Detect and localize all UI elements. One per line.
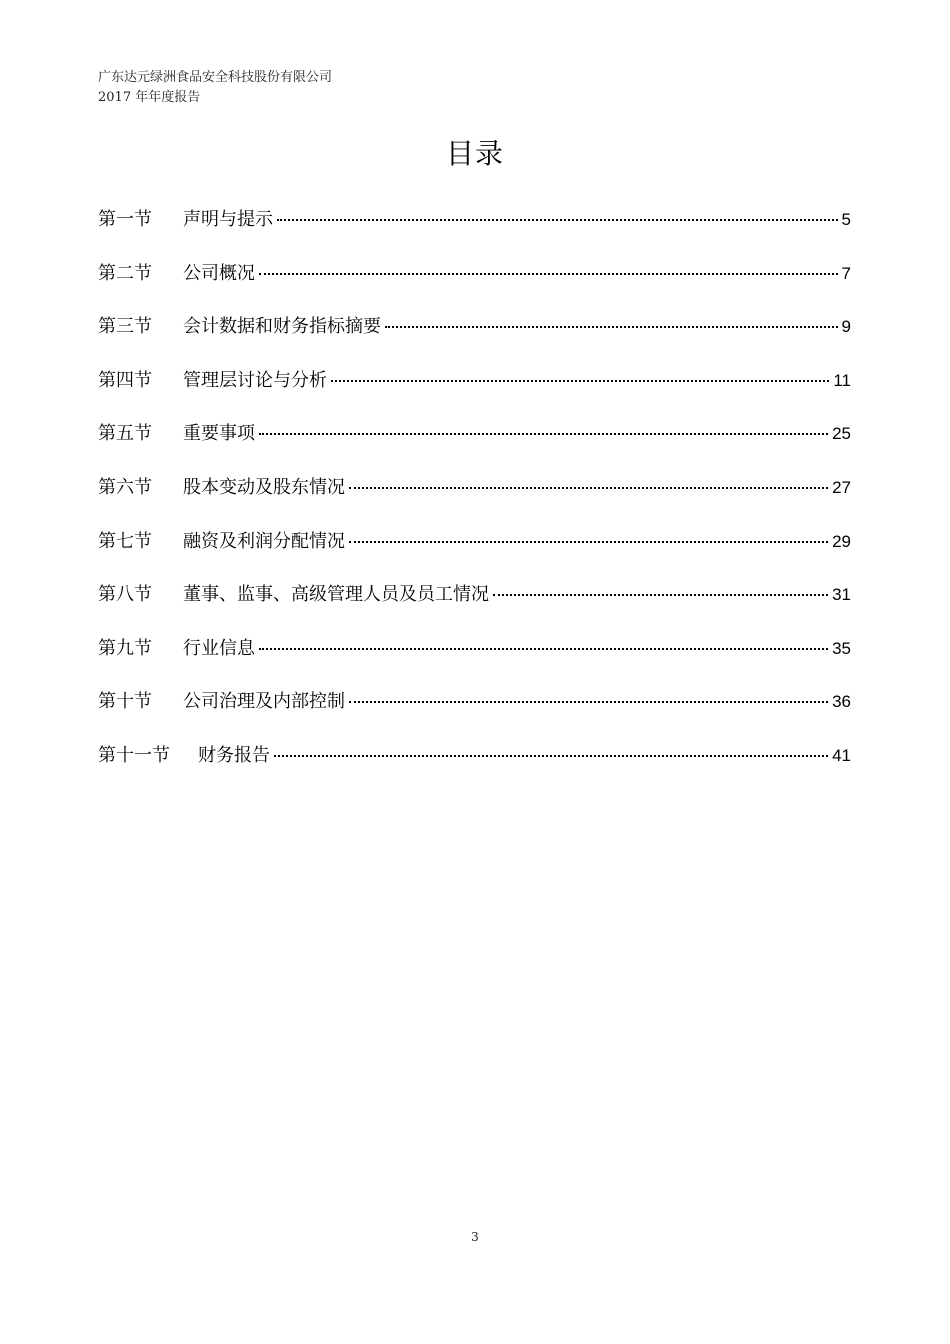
toc-section-number: 第一节: [98, 209, 152, 230]
toc-section-number: 第十节: [98, 691, 152, 713]
toc-page-number: 31: [832, 585, 851, 605]
toc-leader-dots: [331, 380, 829, 382]
toc-page-number: 35: [832, 638, 851, 658]
toc-section-title: 行业信息: [183, 637, 255, 659]
toc-section-title: 财务报告: [198, 744, 270, 766]
toc-leader-dots: [259, 273, 838, 275]
toc-leader-dots: [274, 755, 828, 757]
toc-page-number: 41: [832, 745, 851, 765]
toc-entry-5[interactable]: [98, 416, 851, 470]
toc-entry-10[interactable]: [98, 684, 851, 738]
company-name: 广东达元绿洲食品安全科技股份有限公司: [98, 70, 333, 85]
toc-page-number: 36: [832, 692, 851, 712]
toc-section-number: 第六节: [98, 476, 152, 498]
table-of-contents: [98, 202, 851, 792]
toc-section-title: 融资及利润分配情况: [183, 530, 345, 552]
toc-leader-dots: [259, 433, 828, 435]
toc-section-title: 管理层讨论与分析: [183, 369, 327, 391]
toc-page-number: 27: [832, 477, 851, 497]
toc-leader-dots: [277, 219, 838, 221]
toc-section-title: 会计数据和财务指标摘要: [183, 316, 381, 338]
toc-entry-11[interactable]: [98, 738, 851, 792]
toc-section-title: 公司概况: [183, 262, 255, 284]
toc-entry-8[interactable]: [98, 577, 851, 631]
toc-section-title: 重要事项: [183, 423, 255, 445]
toc-page-number: 9: [841, 317, 851, 337]
toc-page-number: 29: [832, 531, 851, 551]
toc-section-title: 公司治理及内部控制: [183, 691, 345, 713]
toc-page-number: 25: [832, 424, 851, 444]
toc-leader-dots: [385, 326, 838, 328]
toc-entry-1[interactable]: [98, 202, 851, 256]
toc-entry-7[interactable]: [98, 524, 851, 578]
report-name: 2017 年年度报告: [98, 90, 201, 105]
toc-leader-dots: [259, 648, 828, 650]
toc-section-title: 董事、监事、高级管理人员及员工情况: [183, 584, 489, 606]
toc-section-number: 第三节: [98, 316, 152, 338]
toc-section-number: 第九节: [98, 637, 152, 659]
toc-page-number: 11: [833, 370, 851, 390]
toc-entry-6[interactable]: [98, 470, 851, 524]
toc-section-number: 第十一节: [98, 744, 170, 766]
toc-section-title: 股本变动及股东情况: [183, 476, 345, 498]
toc-section-number: 第四节: [98, 369, 152, 391]
toc-entry-9[interactable]: [98, 631, 851, 685]
toc-entry-4[interactable]: [98, 363, 851, 417]
page-header: [98, 68, 332, 108]
toc-section-title: 声明与提示: [183, 209, 273, 230]
toc-entry-3[interactable]: [98, 309, 851, 363]
toc-page-number: 7: [841, 263, 851, 283]
page-number-footer: 3: [471, 1230, 479, 1244]
toc-leader-dots: [349, 701, 828, 703]
toc-section-number: 第二节: [98, 262, 152, 284]
toc-section-number: 第七节: [98, 530, 152, 552]
toc-leader-dots: [349, 541, 828, 543]
toc-entry-2[interactable]: [98, 256, 851, 310]
toc-section-number: 第八节: [98, 584, 152, 606]
toc-page-number: 5: [841, 210, 851, 229]
toc-leader-dots: [349, 487, 828, 489]
toc-title: 目录: [445, 137, 504, 170]
toc-leader-dots: [493, 594, 828, 596]
toc-section-number: 第五节: [98, 423, 152, 445]
